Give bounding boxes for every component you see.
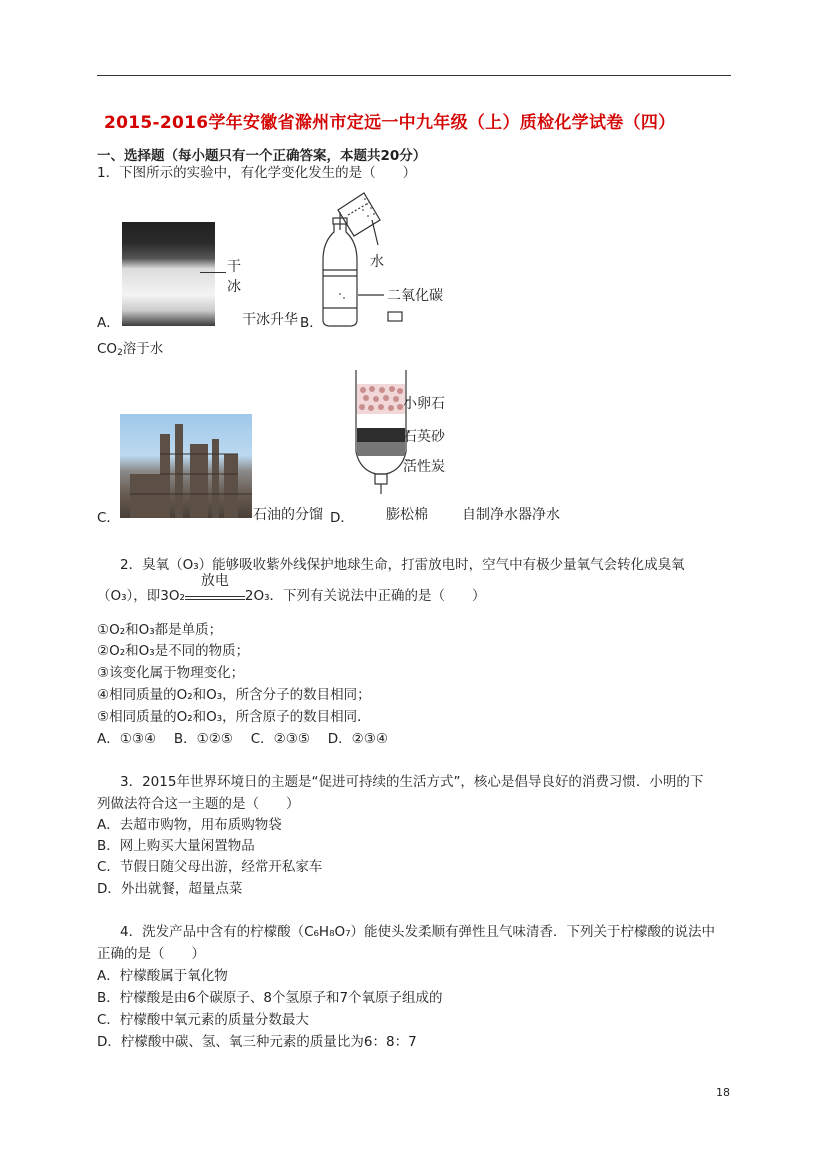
q1-option-c-label: C．: [97, 510, 120, 526]
dry-ice-photo: [122, 222, 215, 326]
q1-option-b-label: B．: [300, 315, 323, 331]
q3-stem-line1: 3．2015年世界环境日的主题是“促进可持续的生活方式”，核心是倡导良好的消费习惯．小明的下: [120, 774, 704, 790]
fig-d-label-cotton: 膨松棉: [386, 507, 428, 523]
q2-statement-2: ②O₂和O₃是不同的物质；: [97, 643, 250, 659]
q3-option-a: A．去超市购物，用布质购物袋: [97, 817, 282, 833]
section-heading: 一、选择题（每小题只有一个正确答案，本题共20分）: [97, 148, 427, 164]
header-rule: [97, 75, 731, 76]
q1-option-a-caption: 干冰升华: [242, 312, 298, 328]
q1-option-d-caption: 自制净水器净水: [462, 507, 560, 523]
q3-option-b: B．网上购买大量闲置物品: [97, 838, 255, 854]
reaction-condition: 放电: [200, 573, 229, 589]
fig-b-label-co2: 二氧化碳: [387, 288, 443, 304]
q2-statement-1: ①O₂和O₃都是单质；: [97, 622, 223, 638]
q2-statement-4: ④相同质量的O₂和O₃，所含分子的数目相同；: [97, 687, 371, 703]
fig-d-label-quartz-sand: 石英砂: [403, 429, 445, 445]
q1-option-c-caption: 石油的分馏: [253, 507, 323, 523]
fig-a-label-2: 冰: [227, 279, 241, 295]
refinery-photo: [120, 414, 252, 518]
q1-option-a-label: A．: [97, 315, 120, 331]
q4-option-a: A．柠檬酸属于氧化物: [97, 968, 228, 984]
exam-title: 2015-2016学年安徽省滁州市定远一中九年级（上）质检化学试卷（四）: [104, 113, 676, 133]
q4-stem-line2: 正确的是（ ）: [97, 946, 205, 962]
q1-option-d-label: D．: [330, 510, 354, 526]
page-number: 18: [716, 1086, 730, 1099]
fig-a-label-1: 干: [227, 259, 241, 275]
q2-statement-5: ⑤相同质量的O₂和O₃，所含原子的数目相同．: [97, 709, 371, 725]
q2-stem-line2: （O₃），即3O₂ 放电 2O₃．下列有关说法中正确的是（ ）: [97, 573, 486, 604]
q3-stem-line2: 列做法符合这一主题的是（ ）: [97, 796, 300, 812]
q2-stem-line1: 2．臭氧（O₃）能够吸收紫外线保护地球生命，打雷放电时，空气中有极少量氧气会转化成臭氧: [120, 557, 685, 573]
co2-bottle-diagram: [318, 190, 478, 330]
water-purifier-diagram: [350, 370, 410, 500]
fig-d-label-activated-carbon: 活性炭: [403, 459, 445, 475]
q1-stem: 1．下图所示的实验中，有化学变化发生的是（ ）: [97, 165, 417, 181]
q3-option-c: C．节假日随父母出游，经常开私家车: [97, 859, 323, 875]
q2-choices: A．①③④ B．①②⑤ C．②③⑤ D．②③④: [97, 731, 388, 747]
q4-option-d: D．柠檬酸中碳、氢、氧三种元素的质量比为6：8：7: [97, 1034, 417, 1050]
q4-option-c: C．柠檬酸中氧元素的质量分数最大: [97, 1012, 309, 1028]
dry-ice-pointer: [200, 272, 226, 273]
q4-option-b: B．柠檬酸是由6个碳原子、8个氢原子和7个氧原子组成的: [97, 990, 443, 1006]
q1-option-b-caption: $CO_2$溶于水: [97, 341, 164, 358]
fig-d-label-pebbles: 小卵石: [403, 396, 445, 412]
fig-b-label-water: 水: [370, 254, 384, 270]
q3-option-d: D．外出就餐，超量点菜: [97, 881, 243, 897]
q2-statement-3: ③该变化属于物理变化；: [97, 665, 245, 681]
q4-stem-line1: 4．洗发产品中含有的柠檬酸（C₆H₈O₇）能使头发柔顺有弹性且气味清香．下列关于柠檬酸的说法中: [120, 924, 716, 940]
